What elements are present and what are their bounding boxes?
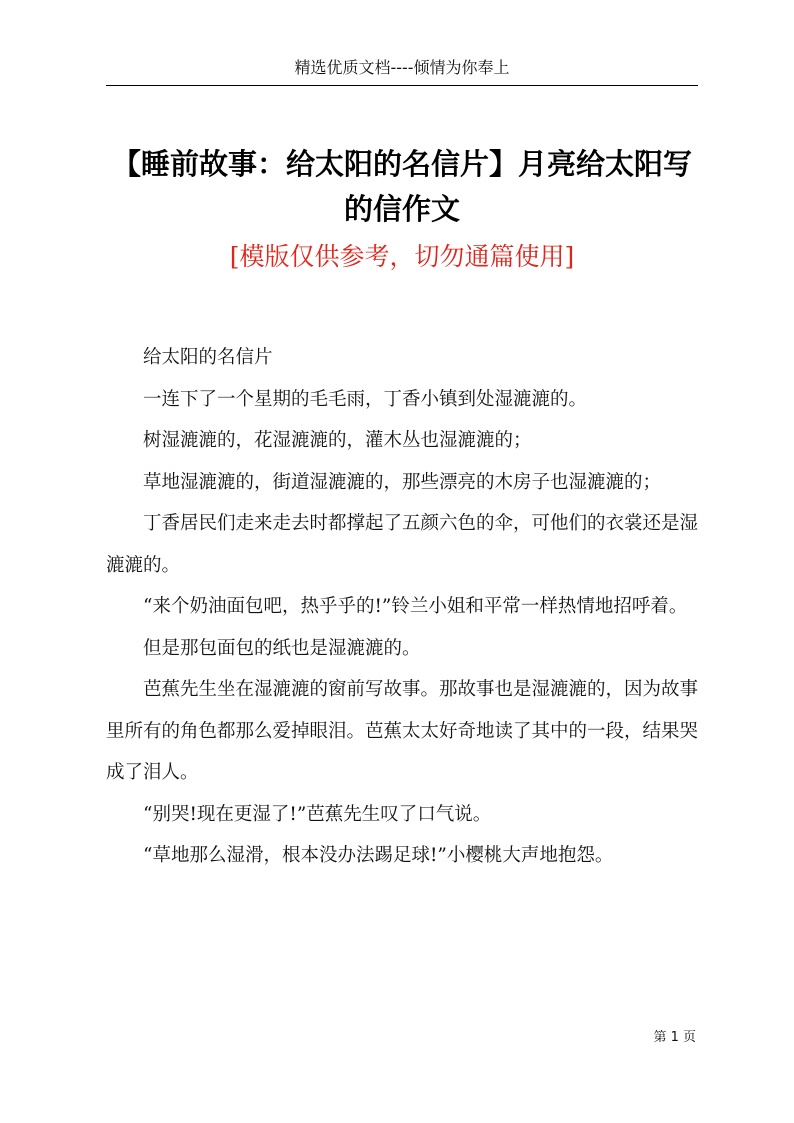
page-header: 精选优质文档----倾情为你奉上	[294, 58, 510, 77]
header-divider	[106, 85, 698, 86]
document-title: 【睡前故事：给太阳的名信片】月亮给太阳写的信作文	[111, 147, 692, 226]
paragraph: 但是那包面包的纸也是湿漉漉的。	[143, 637, 421, 659]
paragraph: “来个奶油面包吧，热乎乎的!”铃兰小姐和平常一样热情地招呼着。	[143, 596, 688, 617]
page-number: 第 1 页	[653, 1030, 696, 1045]
paragraph: 芭蕉先生坐在湿漉漉的窗前写故事。那故事也是湿漉漉的，因为故事里所有的角色都那么爱掉眼泪。芭蕉太太好奇地读了其中的一段，结果哭成了泪人。	[106, 679, 699, 783]
paragraph: 树湿漉漉的，花湿漉漉的，灌木丛也湿漉漉的；	[143, 430, 532, 451]
paragraph: 草地湿漉漉的，街道湿漉漉的，那些漂亮的木房子也湿漉漉的；	[143, 471, 662, 493]
template-notice: [模版仅供参考，切勿通篇使用]	[229, 242, 575, 271]
document-body	[106, 337, 700, 877]
paragraph: “草地那么湿滑，根本没办法踢足球!”小樱桃大声地抱怨。	[143, 845, 614, 866]
paragraph: 丁香居民们走来走去时都撑起了五颜六色的伞，可他们的衣裳还是湿漉漉的。	[106, 513, 699, 576]
paragraph: “别哭!现在更湿了!”芭蕉先生叹了口气说。	[143, 803, 492, 825]
paragraph: 给太阳的名信片	[143, 347, 273, 368]
paragraph: 一连下了一个星期的毛毛雨，丁香小镇到处湿漉漉的。	[143, 388, 588, 410]
